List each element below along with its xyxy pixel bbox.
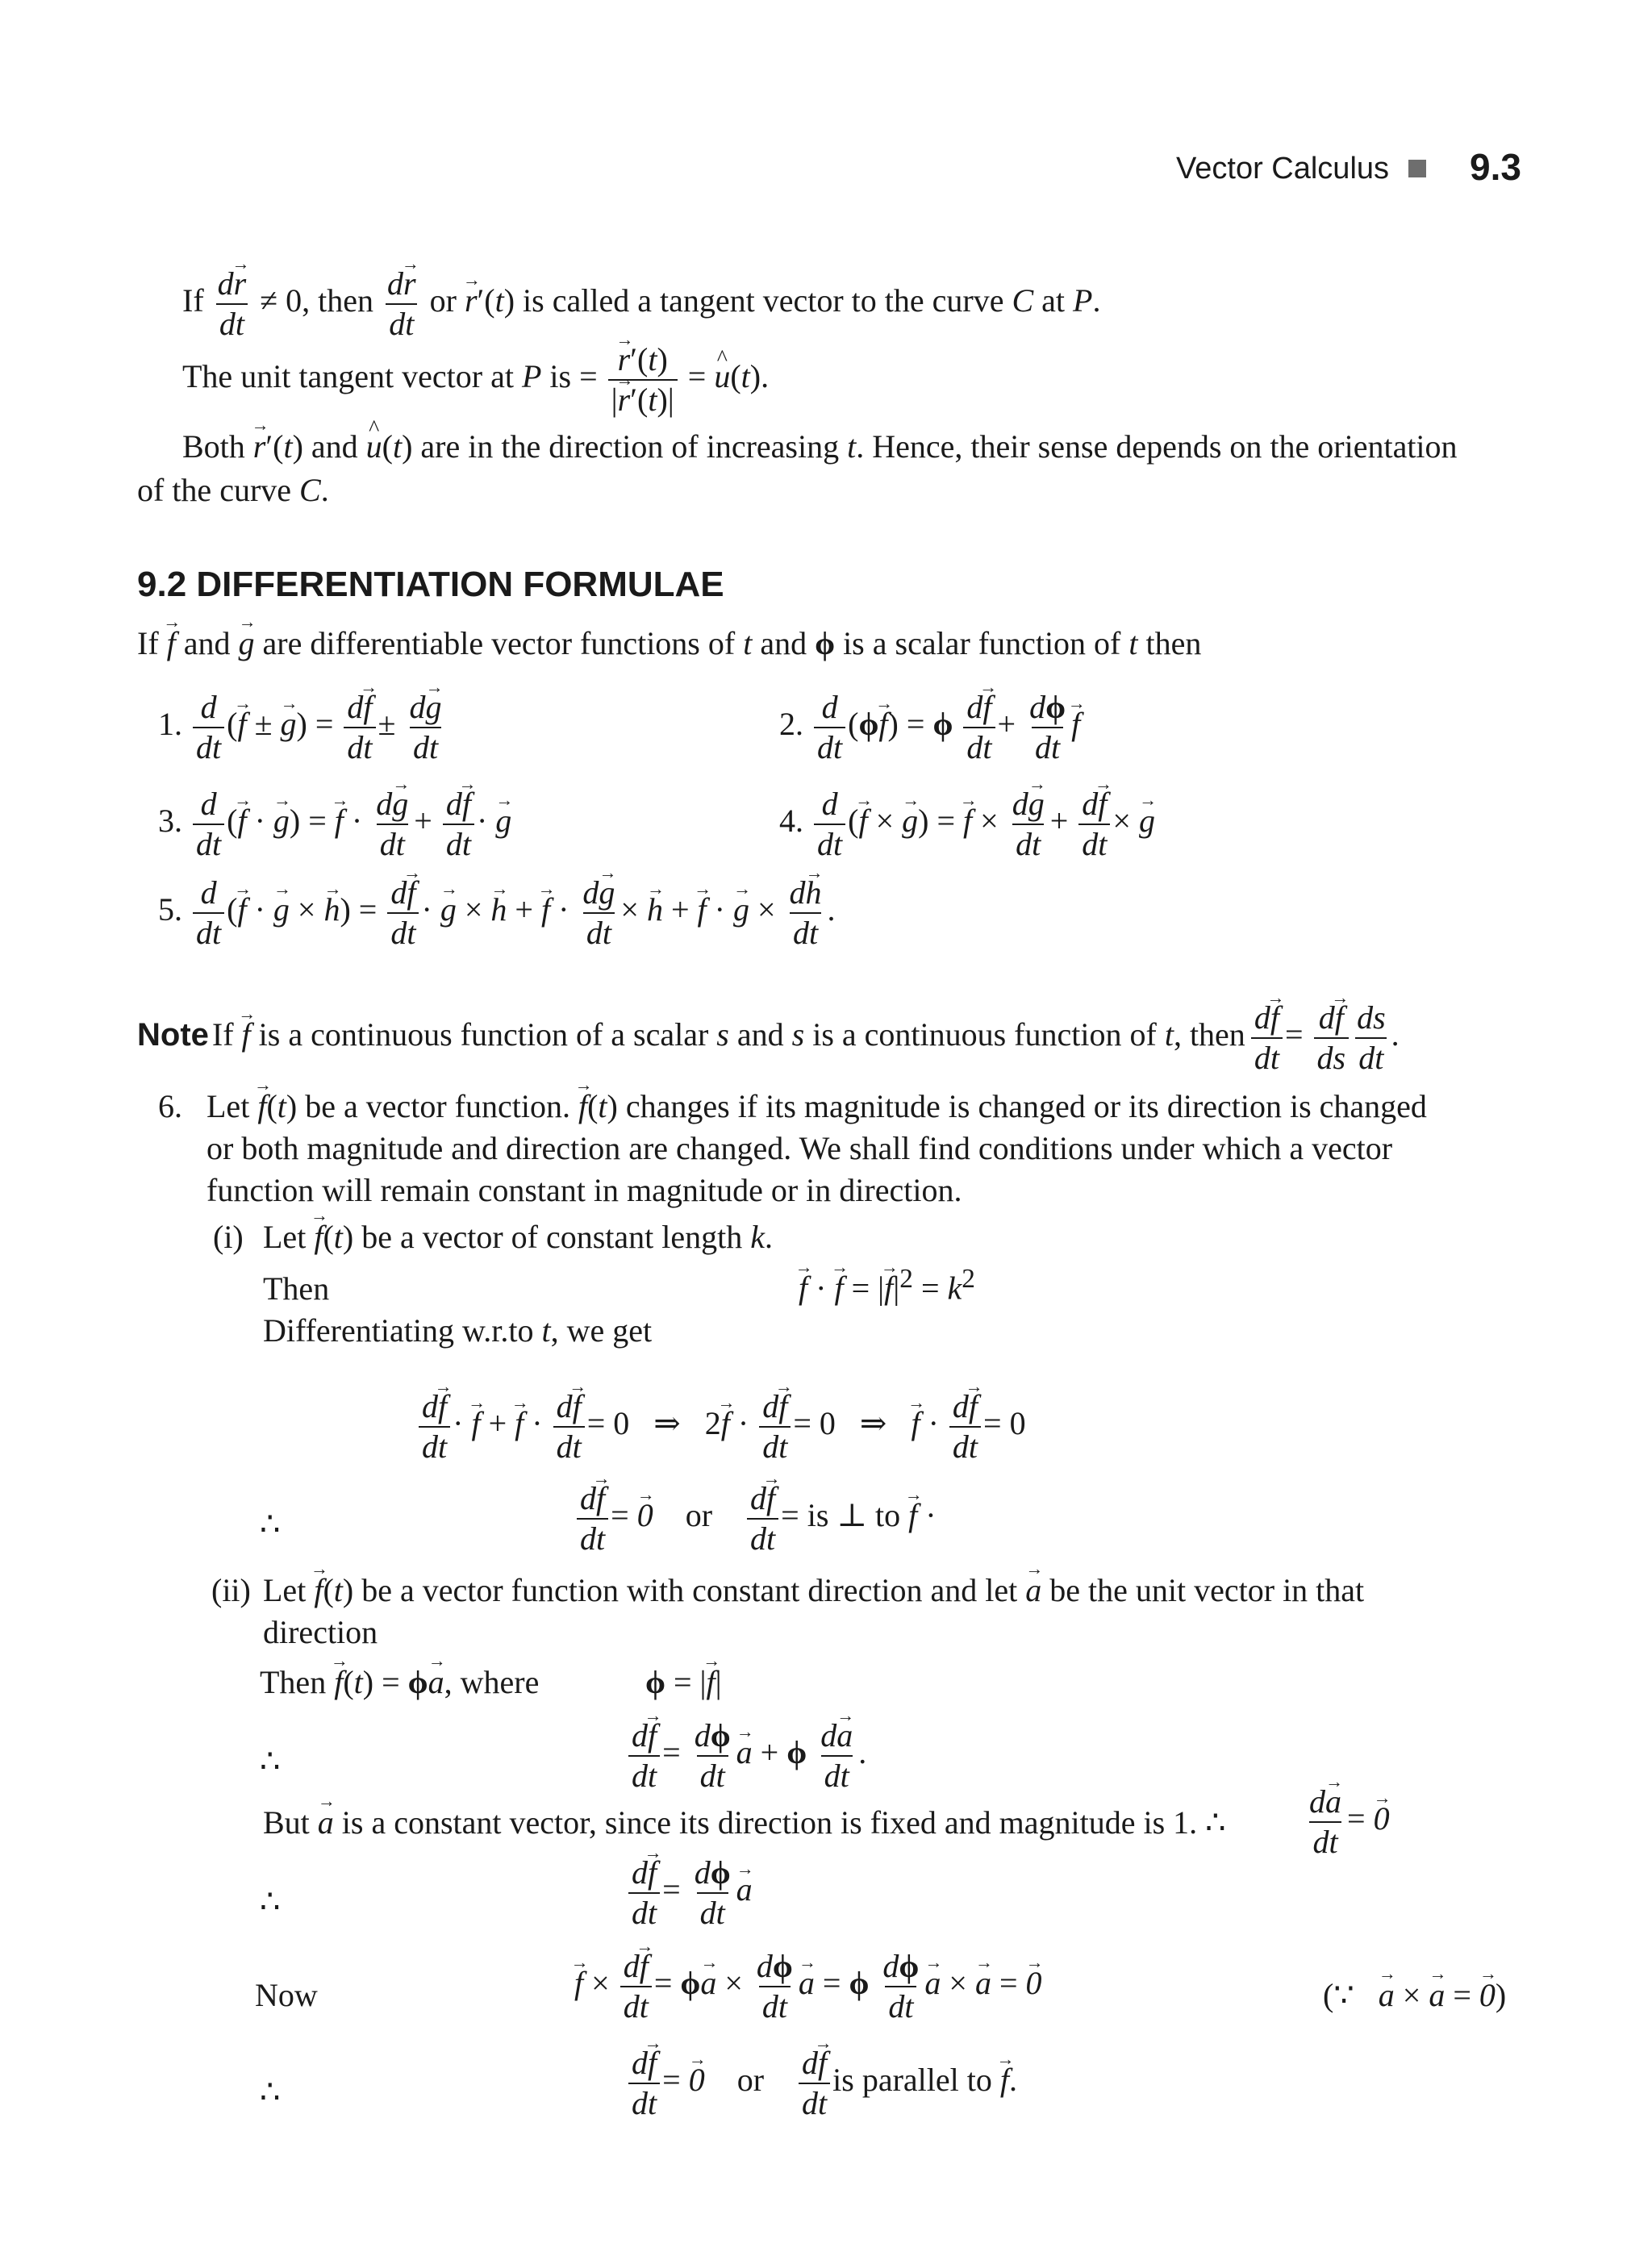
note-block: Note If → f is a continuous function of a scalar s and s is a continuous function of t, then $\frac{d\to f}{dt}$ = $\frac{d\to f}{ds}$ $\frac{ds}{dt}$ . [137, 1000, 1400, 1076]
part-ii-da-zero: $\frac{d\to a}{dt}$ = → 0 [1304, 1784, 1390, 1860]
part-i-diff: Differentiating w.r.to t, we get [263, 1312, 653, 1349]
intro-line-4: of the curve C. [137, 472, 329, 508]
part-ii-now: Now [255, 1977, 318, 2013]
part-ii-conclusion: $\frac{d\to f}{dt}$ = → 0 or $\frac{d\to f}{dt}$ is parallel to → f. [626, 2045, 1017, 2121]
item-6-line-3: function will remain constant in magnitude or in direction. [206, 1172, 962, 1208]
item-6-line-2: or both magnitude and direction are changed. We shall find conditions under which a vector [206, 1130, 1393, 1166]
item-6-line-1: Let → f(t) be a vector function. → f(t) changes if its magnitude is changed or its direction is changed [206, 1087, 1427, 1126]
part-i-conclusion: $\frac{d\to f}{dt}$ = → 0 or $\frac{d\to f}{dt}$ = is ⊥ to → f · [574, 1481, 937, 1557]
formula-2: 2. $\frac{d}{dt}$ (ϕ→ f) = ϕ $\frac{d\to f}{dt}$ + $\frac{d\phi}{dt}$ → f [779, 690, 1080, 765]
section-heading: 9.2 DIFFERENTIATION FORMULAE [137, 565, 724, 604]
part-i-derivation: $\frac{d\to f}{dt}$ · → f + → f · $\frac{d\to f}{dt}$ = 0 ⇒ 2→ f · $\frac{d\to f}{dt}$ = 0 ⇒ → f · $\frac{d\to f}{dt}$ = 0 [416, 1389, 1026, 1465]
part-ii-line-2: direction [263, 1614, 378, 1650]
part-i-label: (i) [213, 1219, 244, 1255]
item-6-number: 6. [158, 1088, 182, 1124]
part-ii-therefore-2: ∴ [260, 1883, 281, 1920]
part-i-constant-length-eq: → f · → f = |→ $f|^2 = k^2$ [799, 1263, 975, 1307]
header-square-icon [1408, 160, 1426, 177]
intro-line-2: The unit tangent vector at P is = → $\frac{r'(t)}{|\to r'(t)|}$ = ^ u(t). [182, 342, 769, 418]
page-number: 9.3 [1470, 146, 1521, 188]
formula-1: 1. $\frac{d}{dt}$ (→ f ± → g) = $\frac{d\to f}{dt}$ ± $\frac{d\to g}{dt}$ [158, 690, 448, 765]
part-ii-label: (ii) [211, 1572, 251, 1608]
part-i-therefore: ∴ [260, 1506, 281, 1542]
intro-line-3: Both → r′(t) and ^ u(t) are in the direction of increasing t. Hence, their sense depends on the orientation [182, 427, 1458, 466]
part-ii-phi-def: ϕ = |→ f| [645, 1663, 722, 1702]
note-label: Note [137, 1017, 209, 1053]
part-i-then: Then [263, 1270, 330, 1307]
part-ii-therefore-1: ∴ [260, 1743, 281, 1779]
part-ii-then-line: Then → f(t) = ϕ→ a, where [260, 1663, 539, 1702]
part-ii-therefore-3: ∴ [260, 2074, 281, 2110]
part-ii-because: (∵ → a × → a = → 0) [1323, 1976, 1506, 2015]
part-ii-eq-2: $\frac{d\to f}{dt}$ = $\frac{d\phi}{dt}$ → a [626, 1855, 753, 1931]
intro-line-1: If $\frac{d\to r}{dt}$ ≠ 0, then $\frac{d\to r}{dt}$ or → r′(t) is called a tangent vector to the curve C at P. [182, 266, 1100, 342]
part-ii-but-line: But → a is a constant vector, since its direction is fixed and magnitude is 1. ∴ [263, 1804, 1226, 1842]
formula-5: 5. $\frac{d}{dt}$ (→ f · → g × → h) = $\frac{d\to f}{dt}$ · → g × → h + → f · $\frac{d\to g}{dt}$ × → h + → f · → g × $\frac{d\to h}{dt}$ . [158, 875, 836, 951]
running-header-title: Vector Calculus [1176, 152, 1390, 186]
part-ii-eq-3: → f × $\frac{d\to f}{dt}$ = ϕ→ a × $\frac{d\phi}{dt}$ → a = ϕ $\frac{d\phi}{dt}$ → a × → a = → 0 [574, 1949, 1042, 2025]
formula-3: 3. $\frac{d}{dt}$ (→ f · → g) = → f · $\frac{d\to g}{dt}$ + $\frac{d\to f}{dt}$ · → g [158, 786, 511, 862]
formula-4: 4. $\frac{d}{dt}$ (→ f × → g) = → f × $\frac{d\to g}{dt}$ + $\frac{d\to f}{dt}$ × → g [779, 786, 1155, 862]
part-ii-line-1: Let → f(t) be a vector function with constant direction and let → a be the unit vector in that [263, 1571, 1364, 1610]
section-lead: If → f and → g are differentiable vector functions of t and ϕ is a scalar function of t then [137, 624, 1201, 663]
part-i-line-1: Let → f(t) be a vector of constant length k. [263, 1218, 773, 1257]
part-ii-eq-1: $\frac{d\to f}{dt}$ = $\frac{d\phi}{dt}$ → a + ϕ $\frac{d\to a}{dt}$ . [626, 1718, 866, 1794]
